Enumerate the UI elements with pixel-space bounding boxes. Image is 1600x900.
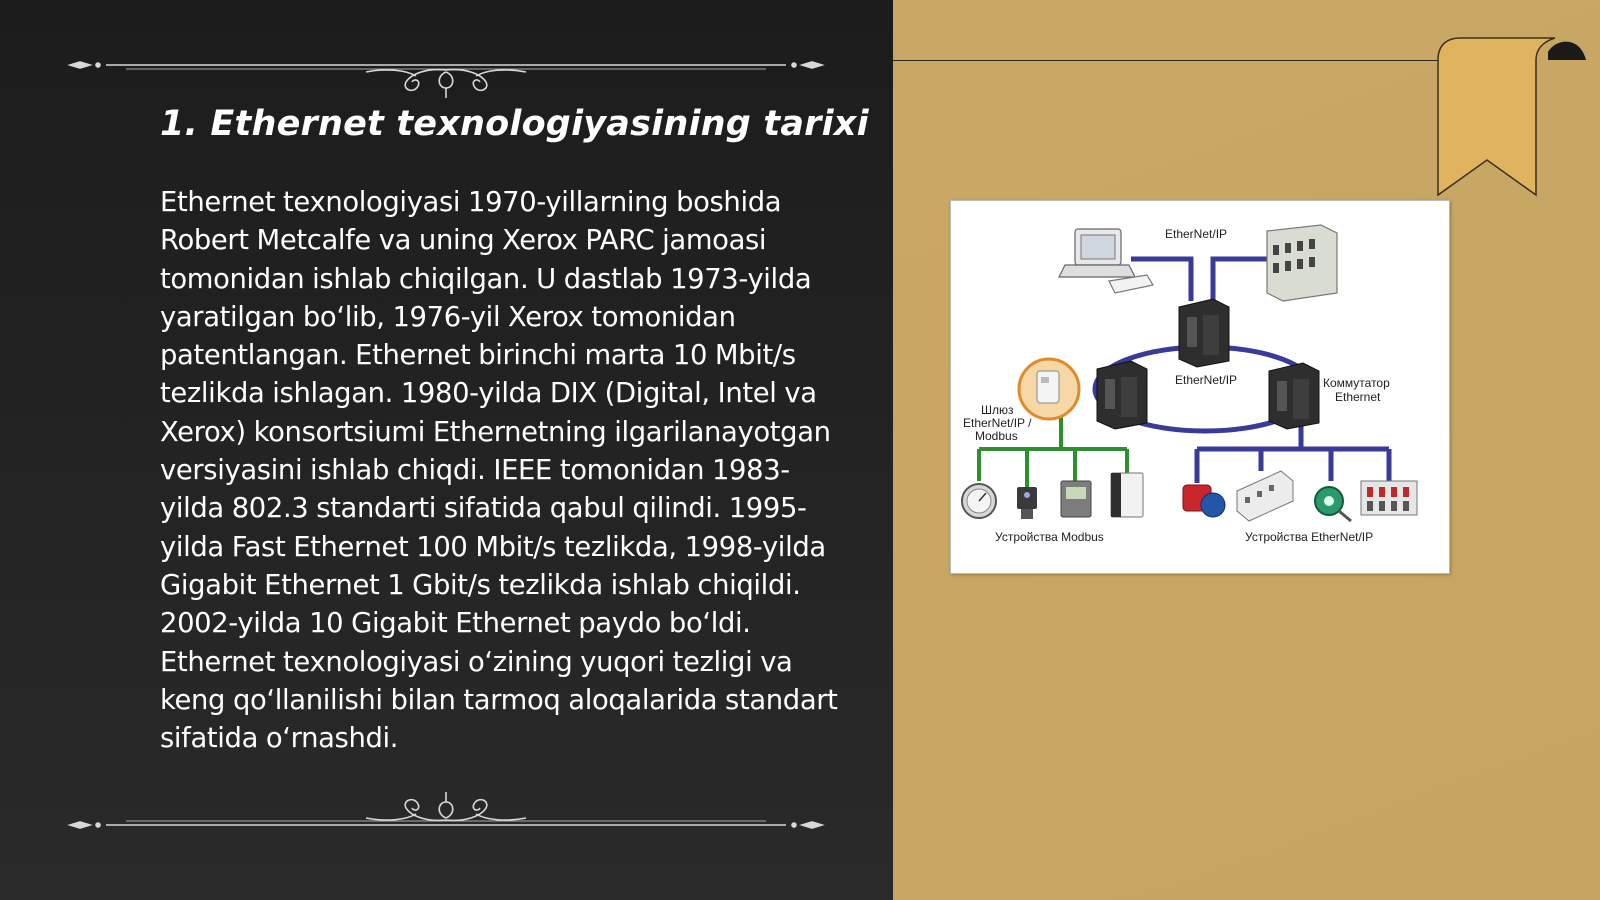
label-ethernetip-devices: Устройства EtherNet/IP [1245,530,1374,544]
io-module-icon [1237,471,1293,521]
label-switch-line1: Коммутатор [1323,376,1390,390]
gauge-icon [962,484,996,518]
io-module-icon [1361,481,1417,515]
slide-body-text: Ethernet texnologiyasi 1970-yillarning boshida Robert Metcalfe va uning Xerox PARC jamoasi tomonidan ishlab chiqilgan. U dastlab 1973-yilda yaratilgan bo‘lib, 1976-yil Xerox tomonidan patentlangan. Ethernet birinchi marta 10 Mbit/s tezlikda ishlagan. 1980-yilda DIX (Digital, Intel va Xerox) konsortsiumi Ethernetning ilgarilanayotgan versiyasini ishlab chiqdi. IEEE tomonidan 1983-yilda 802.3 standarti sifatida qabul qilindi. 1995-yilda Fast Ethernet 100 Mbit/s tezlikda, 1998-yilda Gigabit Ethernet 1 Gbit/s tezlikda ishlab chiqildi. 2002-yilda 10 Gigabit Ethernet paydo bo‘ldi. Ethernet texnologiyasi o‘zining yuqori tezligi va keng qo‘llanilishi bilan tarmoq aloqalarida standart sifatida o‘rnashdi. [160,187,838,755]
io-module-icon [1267,225,1337,301]
label-gateway-line2: EtherNet/IP / [963,416,1032,430]
label-gateway-line1: Шлюз [981,403,1014,417]
io-module-icon [1111,473,1143,517]
plc-icon [1097,361,1147,429]
gateway-icon [1019,359,1079,419]
ethernet-network-diagram [950,200,1450,574]
slide-title: 1. Ethernet texnologiyasining tarixi [160,104,869,144]
motor-icon [1183,485,1225,517]
ornament-divider-bottom-icon [66,778,826,838]
label-modbus-devices: Устройства Modbus [995,530,1104,544]
label-gateway-line3: Modbus [975,429,1018,443]
plc-icon [1179,299,1229,367]
plc-icon [1269,363,1319,429]
label-switch-line2: Ethernet [1335,390,1381,404]
encoder-icon [1315,487,1351,521]
sensor-icon [1017,487,1037,519]
bookmark-ribbon-icon [1430,30,1590,200]
meter-icon [1061,481,1091,517]
label-ring-ethernetip: EtherNet/IP [1175,373,1238,387]
ornament-divider-top-icon [66,38,826,98]
label-top-ethernetip: EtherNet/IP [1165,227,1228,241]
header-rule-line [893,60,1438,61]
